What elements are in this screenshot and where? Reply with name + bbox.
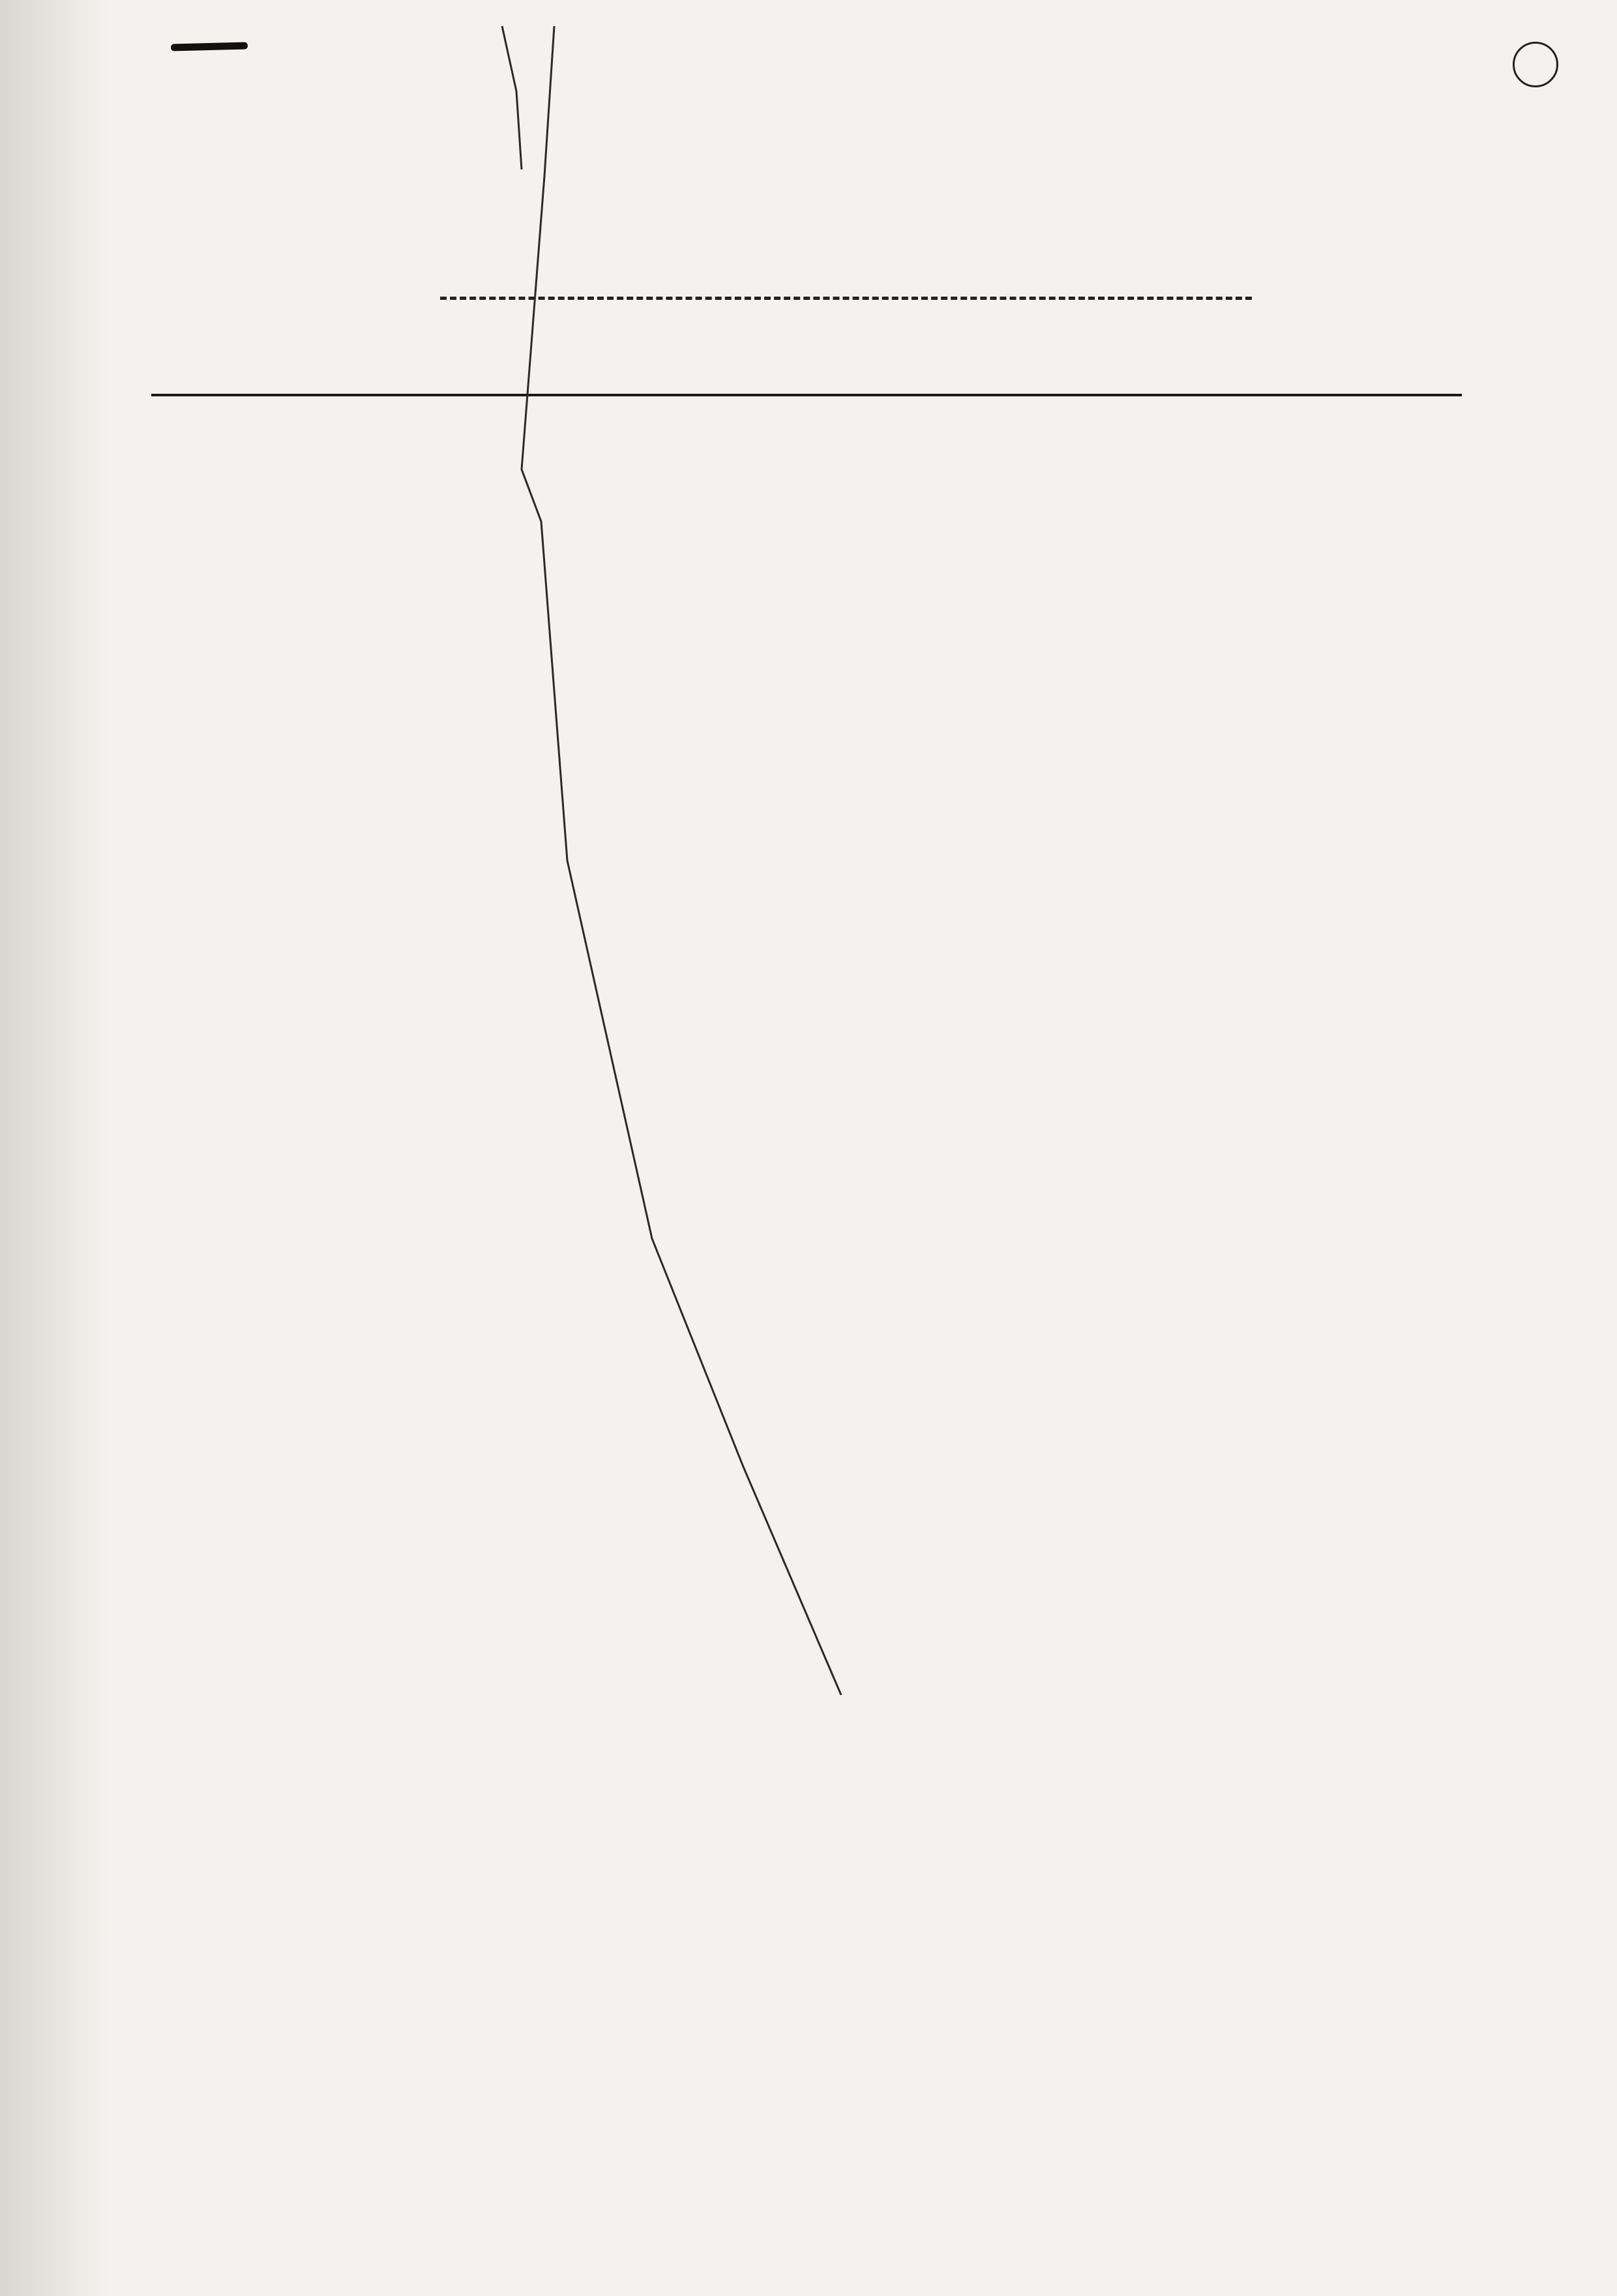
page-number-circle — [1513, 42, 1558, 87]
scan-edge-shadow — [0, 0, 111, 2296]
title-underline — [440, 297, 1252, 300]
handwritten-dash — [171, 42, 248, 51]
header-rule — [151, 394, 1462, 396]
